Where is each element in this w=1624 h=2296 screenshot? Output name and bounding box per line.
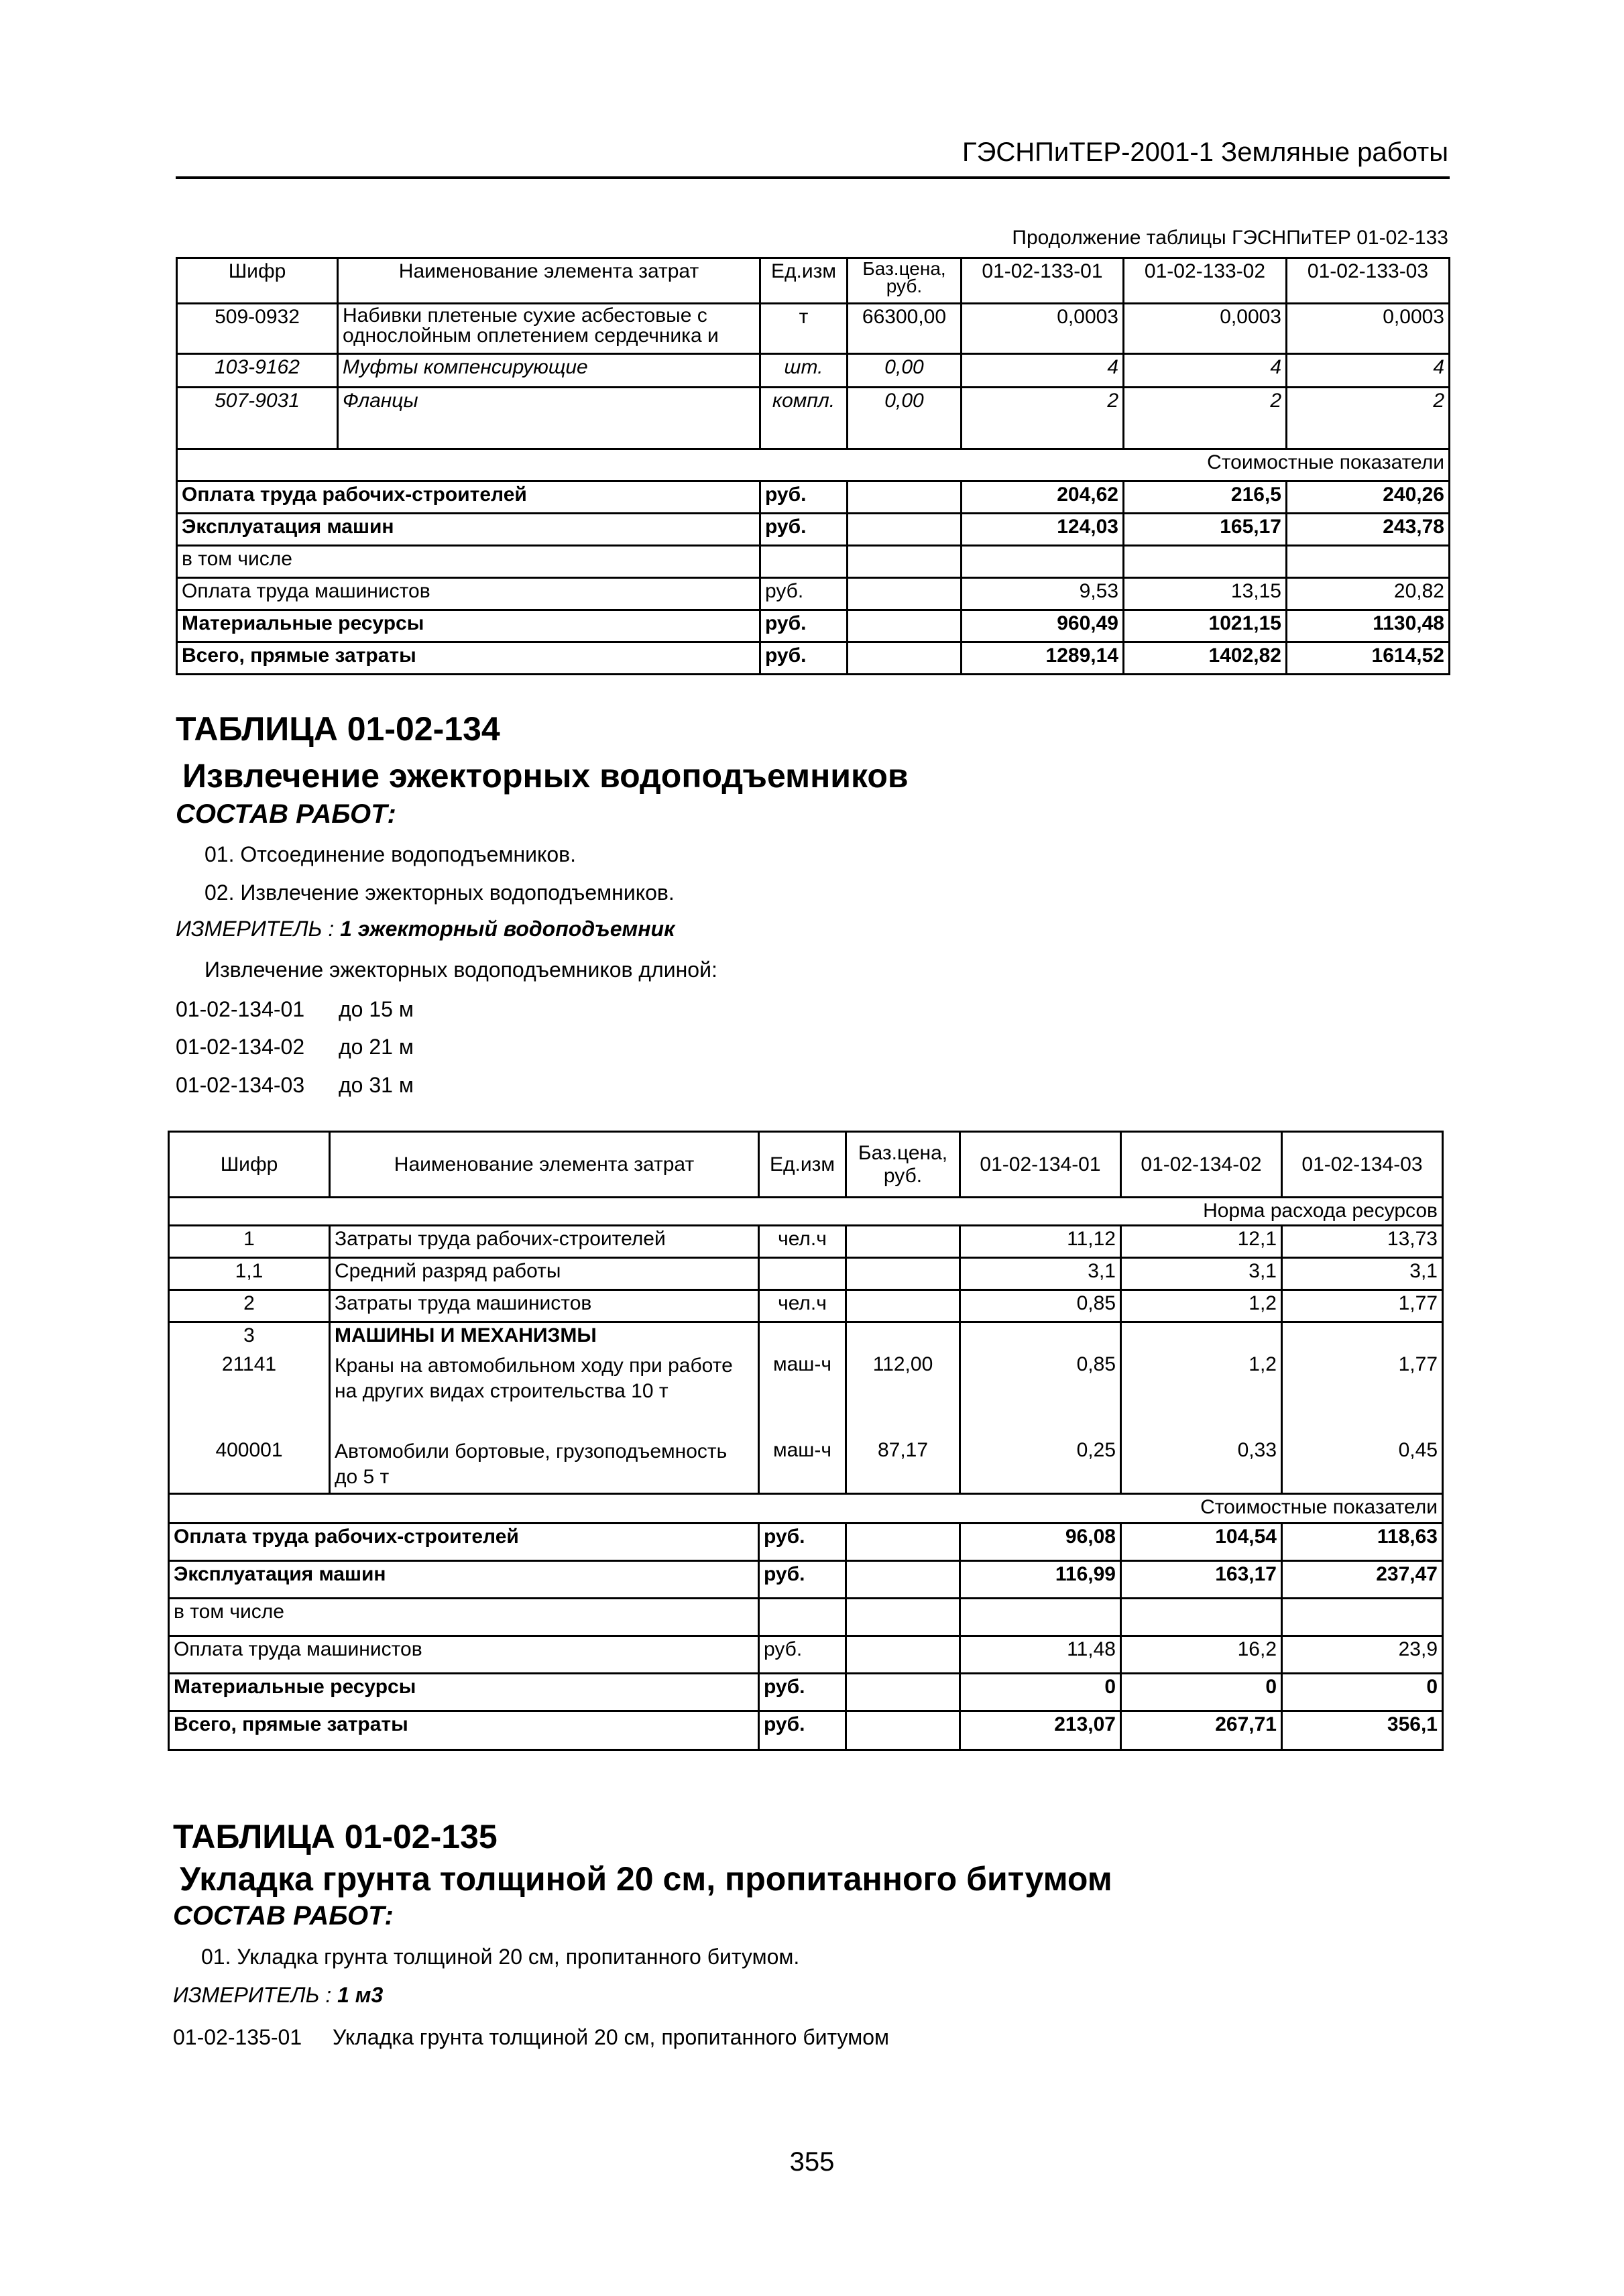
cell: 0,0003: [962, 304, 1124, 354]
cell: 0,00: [848, 354, 962, 388]
running-header: ГЭСНПиТЕР-2001-1 Земляные работы: [962, 137, 1448, 167]
cost-unit: руб.: [759, 1636, 846, 1674]
cell: 1402,82: [1124, 642, 1287, 675]
cell: 0,85: [960, 1352, 1121, 1438]
cell: 11,48: [960, 1636, 1121, 1674]
cost-label: Материальные ресурсы: [177, 610, 760, 642]
cell: Затраты труда рабочих-строителей: [330, 1226, 759, 1258]
cost-unit: руб.: [759, 1561, 846, 1599]
column-header: 01-02-133-02: [1124, 258, 1287, 304]
cell: шт.: [760, 354, 848, 388]
table-133-caption: Продолжение таблицы ГЭСНПиТЕР 01-02-133: [1012, 227, 1448, 249]
column-header: Шифр: [177, 258, 338, 304]
cell: 0,0003: [1287, 304, 1450, 354]
work-item: 01. Укладка грунта толщиной 20 см, пропитанного битумом.: [201, 1945, 800, 1969]
cell: 1289,14: [962, 642, 1124, 675]
norm-section-header: Норма расхода ресурсов: [169, 1198, 1443, 1226]
cost-label: Всего, прямые затраты: [177, 642, 760, 675]
cell: 1,77: [1282, 1352, 1443, 1438]
cell: 240,26: [1287, 481, 1450, 514]
cost-label: в том числе: [169, 1599, 759, 1636]
cost-label: в том числе: [177, 546, 760, 578]
measure-label: ИЗМЕРИТЕЛЬ :: [176, 917, 335, 941]
cell: 1,2: [1121, 1290, 1282, 1322]
cell: 509-0932: [177, 304, 338, 354]
cell: 243,78: [1287, 514, 1450, 546]
cost-label: Эксплуатация машин: [177, 514, 760, 546]
page-number: 355: [789, 2147, 835, 2177]
cell: 0,33: [1121, 1438, 1282, 1494]
cell: чел.ч: [759, 1290, 846, 1322]
cell: 3,1: [1282, 1258, 1443, 1290]
cell: 0: [960, 1674, 1121, 1711]
table-134-title: Извлечение эжекторных водоподъемников: [182, 757, 909, 795]
cell: 1,2: [1121, 1352, 1282, 1438]
cost-label: Оплата труда машинистов: [169, 1636, 759, 1674]
cell: 163,17: [1121, 1561, 1282, 1599]
cell: МАШИНЫ И МЕХАНИЗМЫ: [330, 1322, 759, 1352]
cell: 1130,48: [1287, 610, 1450, 642]
cell: 9,53: [962, 578, 1124, 610]
cell: компл.: [760, 388, 848, 449]
cost-unit: руб.: [759, 1524, 846, 1561]
variant-desc: до 31 м: [339, 1073, 414, 1097]
variant-code: 01-02-135-01: [173, 2025, 302, 2049]
variant-code: 01-02-134-03: [176, 1073, 305, 1097]
variants-intro: Извлечение эжекторных водоподъемников длиной:: [205, 958, 717, 982]
cell: 3,1: [1121, 1258, 1282, 1290]
cell: Муфты компенсирующие: [338, 354, 760, 388]
cell: 960,49: [962, 610, 1124, 642]
cost-unit: руб.: [760, 481, 848, 514]
measure: [176, 917, 675, 941]
column-header: 01-02-134-02: [1121, 1132, 1282, 1198]
cell: 2: [169, 1290, 330, 1322]
cell: 0,00: [848, 388, 962, 449]
column-header: 01-02-133-01: [962, 258, 1124, 304]
column-header: Наименование элемента затрат: [338, 258, 760, 304]
cost-unit: руб.: [760, 642, 848, 675]
cell: 0,0003: [1124, 304, 1287, 354]
cell: 2: [1287, 388, 1450, 449]
cell: 21141: [169, 1352, 330, 1438]
column-header: 01-02-134-03: [1282, 1132, 1443, 1198]
cell: 0,45: [1282, 1438, 1443, 1494]
table-134-sostav: СОСТАВ РАБОТ:: [176, 799, 396, 829]
cost-label: Оплата труда машинистов: [177, 578, 760, 610]
cell: 2: [1124, 388, 1287, 449]
cell: 400001: [169, 1438, 330, 1494]
cost-unit: руб.: [759, 1711, 846, 1750]
cell: 213,07: [960, 1711, 1121, 1750]
table-133: [176, 257, 1450, 675]
column-header: Ед.изм: [759, 1132, 846, 1198]
cell: 237,47: [1282, 1561, 1443, 1599]
measure: [173, 1983, 383, 2008]
header-rule: [176, 176, 1450, 179]
measure-value: 1 м3: [337, 1983, 384, 2007]
variant-desc: до 21 м: [339, 1035, 414, 1059]
table-135-sostav: СОСТАВ РАБОТ:: [173, 1901, 394, 1931]
cell: 96,08: [960, 1524, 1121, 1561]
cell: 4: [962, 354, 1124, 388]
cell: Краны на автомобильном ходу при работе на других видах строительства 10 т: [330, 1352, 759, 1438]
cell: 87,17: [846, 1438, 960, 1494]
cell: 3,1: [960, 1258, 1121, 1290]
variant-desc: до 15 м: [339, 997, 414, 1021]
cell: 11,12: [960, 1226, 1121, 1258]
cell: Автомобили бортовые, грузоподъемность до 5 т: [330, 1438, 759, 1494]
cell: 4: [1287, 354, 1450, 388]
cell: 2: [962, 388, 1124, 449]
cell: чел.ч: [759, 1226, 846, 1258]
cell: 12,1: [1121, 1226, 1282, 1258]
cell: 216,5: [1124, 481, 1287, 514]
cell: Средний разряд работы: [330, 1258, 759, 1290]
cell: 4: [1124, 354, 1287, 388]
cell: 204,62: [962, 481, 1124, 514]
cell: Фланцы: [338, 388, 760, 449]
cell: 0: [1282, 1674, 1443, 1711]
cost-label: Всего, прямые затраты: [169, 1711, 759, 1750]
work-item: 02. Извлечение эжекторных водоподъемников.: [205, 880, 675, 905]
cell: 23,9: [1282, 1636, 1443, 1674]
cost-section-header: Стоимостные показатели: [177, 449, 1450, 481]
cell: 507-9031: [177, 388, 338, 449]
cell: 66300,00: [848, 304, 962, 354]
cell: 1,77: [1282, 1290, 1443, 1322]
column-header: 01-02-133-03: [1287, 258, 1450, 304]
cost-label: Оплата труда рабочих-строителей: [177, 481, 760, 514]
cell: 0,85: [960, 1290, 1121, 1322]
cell: 118,63: [1282, 1524, 1443, 1561]
cost-unit: руб.: [759, 1674, 846, 1711]
cell: т: [760, 304, 848, 354]
measure-label: ИЗМЕРИТЕЛЬ :: [173, 1983, 332, 2007]
cost-unit: руб.: [760, 514, 848, 546]
cell: 116,99: [960, 1561, 1121, 1599]
cost-label: Оплата труда рабочих-строителей: [169, 1524, 759, 1561]
cell: Набивки плетеные сухие асбестовые с однослойным оплетением сердечника и: [338, 304, 760, 354]
cell: Затраты труда машинистов: [330, 1290, 759, 1322]
cell: 165,17: [1124, 514, 1287, 546]
cell: маш-ч: [759, 1352, 846, 1438]
column-header: Ед.изм: [760, 258, 848, 304]
cost-unit: руб.: [760, 610, 848, 642]
table-135-title: Укладка грунта толщиной 20 см, пропитанного битумом: [180, 1860, 1112, 1898]
cell: 124,03: [962, 514, 1124, 546]
cell: 20,82: [1287, 578, 1450, 610]
column-header: Наименование элемента затрат: [330, 1132, 759, 1198]
column-header: 01-02-134-01: [960, 1132, 1121, 1198]
variant-code: 01-02-134-02: [176, 1035, 305, 1059]
cell: 103-9162: [177, 354, 338, 388]
cell: 13,73: [1282, 1226, 1443, 1258]
cell: маш-ч: [759, 1438, 846, 1494]
cell: 1614,52: [1287, 642, 1450, 675]
column-header: Баз.цена, руб.: [848, 258, 962, 304]
cell: 0,25: [960, 1438, 1121, 1494]
table-135-number: ТАБЛИЦА 01-02-135: [173, 1818, 498, 1855]
measure-value: 1 эжекторный водоподъемник: [340, 917, 675, 941]
cell: 1,1: [169, 1258, 330, 1290]
cell: 13,15: [1124, 578, 1287, 610]
cell: 16,2: [1121, 1636, 1282, 1674]
cell: 1021,15: [1124, 610, 1287, 642]
table-134: [168, 1131, 1444, 1751]
cell: 104,54: [1121, 1524, 1282, 1561]
cost-label: Эксплуатация машин: [169, 1561, 759, 1599]
cell: 267,71: [1121, 1711, 1282, 1750]
work-item: 01. Отсоединение водоподъемников.: [205, 842, 577, 866]
cell: 1: [169, 1226, 330, 1258]
cost-unit: руб.: [760, 578, 848, 610]
table-134-number: ТАБЛИЦА 01-02-134: [176, 710, 500, 748]
cell: 112,00: [846, 1352, 960, 1438]
column-header: Шифр: [169, 1132, 330, 1198]
variant-desc: Укладка грунта толщиной 20 см, пропитанного битумом: [333, 2025, 889, 2049]
cell: 0: [1121, 1674, 1282, 1711]
cell: 356,1: [1282, 1711, 1443, 1750]
variant-code: 01-02-134-01: [176, 997, 305, 1021]
cell: 3: [169, 1322, 330, 1352]
column-header: Баз.цена, руб.: [846, 1132, 960, 1198]
cost-label: Материальные ресурсы: [169, 1674, 759, 1711]
cost-section-header: Стоимостные показатели: [169, 1494, 1443, 1524]
